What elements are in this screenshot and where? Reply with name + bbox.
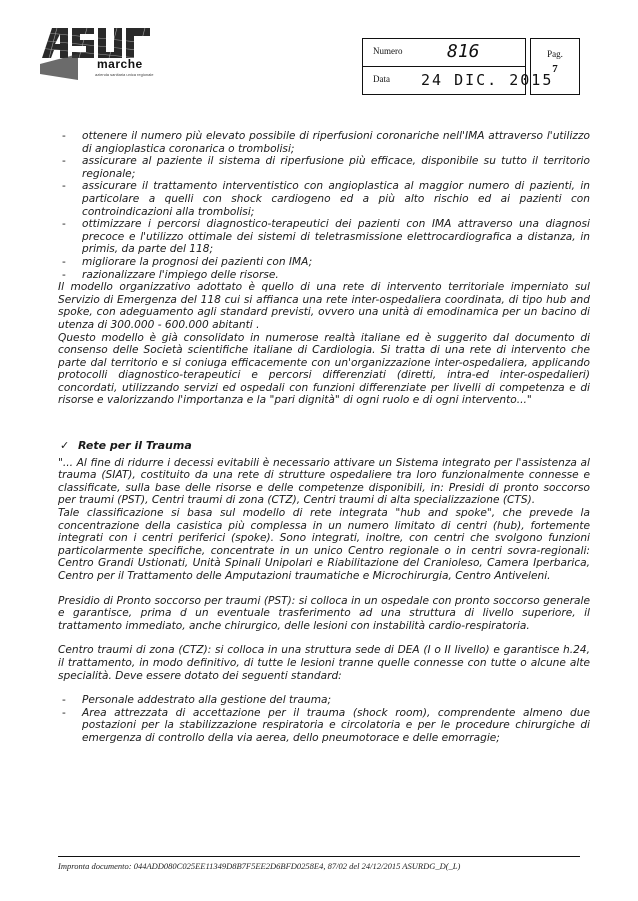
- paragraph-trauma-intro: "... Al fine di ridurre i decessi evitabili è necessario attivare un Sistema integrato per l'assistenza al trauma (SIAT), costituito da una rete di strutture ospedaliere tra loro funzionalmente connesse e classificate, sulla base delle risorse e delle competenze disponibili, in: Presidi di pronto soccorso per traumi (PST), Centri traumi di zona (CTZ), Centri traumi di alta specializzazione (CTS).: [58, 456, 590, 507]
- page-number: 7: [552, 63, 558, 75]
- page-label: Pag.: [547, 49, 563, 59]
- list-item: - ottimizzare i percorsi diagnostico-terapeutici dei pazienti con IMA attraverso una diagnosi precoce e l'utilizzo ottimale dei sistemi di teletrasmissione elettrocardiografica a distanza, in primis, da parte del 118;: [58, 218, 590, 256]
- numero-row: [363, 39, 525, 67]
- paragraph-questo-modello: Questo modello è già consolidato in numerose realtà italiane ed è suggerito dal documento di consenso delle Società scientifiche italiane di Cardiologia. Si tratta di una rete di intervento che parte dal territorio e si coniuga efficacemente con un'organizzazione inter-ospedaliera, applicando protocolli diagnostico-terapeutici e percorsi differenziati (diretti, intra-ed inter-ospedalieri) concordati, utilizzando servizi ed ospedali con funzioni differenziate per livelli di competenza e di risorse e valorizzando l'importanza e la "pari dignità" di ogni ruolo e di ogni intervento...": [58, 331, 590, 407]
- footer-impronta: Impronta documento: 044ADD080C025EE11349D8B7F5EE2D6BFD0258E4, 87/02 del 24/12/2015 ASURDG_D(_L): [58, 861, 461, 871]
- checkmark-icon: ✓: [60, 439, 70, 453]
- section-heading: [60, 440, 590, 453]
- list-item: - razionalizzare l'impiego delle risorse.: [58, 269, 590, 282]
- logo-subtitle: azienda sanitaria unica regionale: [95, 72, 154, 77]
- protocol-box: [362, 38, 554, 95]
- standards-list: [58, 694, 590, 744]
- footer-divider: [58, 856, 580, 857]
- numero-value: 816: [447, 41, 480, 62]
- list-item: - assicurare al paziente il sistema di riperfusione più efficace, disponibile su tutto il territorio regionale;: [58, 155, 590, 180]
- paragraph-ctz: Centro traumi di zona (CTZ): si colloca in una struttura sede di DEA (I o II livello) e garantisce h.24, il trattamento, in modo definitivo, di tutte le lesioni tranne quelle connesse con tutte o alcune alte specialità. Deve essere dotato dei seguenti standard:: [58, 644, 590, 682]
- data-row: [363, 67, 554, 94]
- numero-label: Numero: [373, 46, 403, 56]
- list-item: - Area attrezzata di accettazione per il trauma (shock room), comprendente almeno due postazioni per la stabilizzazione respiratoria e circolatoria e per le procedure chirurgiche di emergenza di controllo della via aerea, dello pneumotorace e delle emorragie;: [58, 707, 590, 745]
- list-item: - ottenere il numero più elevato possibile di riperfusioni coronariche nell'IMA attraverso l'utilizzo di angioplastica coronarica o trombolisi;: [58, 130, 590, 155]
- paragraph-modello: Il modello organizzativo adottato è quello di una rete di intervento territoriale imperniato sul Servizio di Emergenza del 118 cui si affianca una rete inter-ospedaliera coordinata, di tipo hub and spoke, con adeguamento agli standard previsti, ovvero una unità di emodinamica per un bacino di utenza di 300.000 - 600.000 abitanti .: [58, 281, 590, 331]
- document-body: [58, 130, 590, 745]
- logo-wordmark: marche: [97, 57, 143, 71]
- list-item: - Personale addestrato alla gestione del trauma;: [58, 694, 590, 707]
- list-item: - assicurare il trattamento interventistico con angioplastica al maggior numero di pazienti, in particolare a quelli con shock cardiogeno ed a più alto rischio ed ai pazienti con controindicazioni alla trombolisi;: [58, 180, 590, 218]
- data-label: Data: [373, 74, 390, 84]
- list-item: - migliorare la prognosi dei pazienti con IMA;: [58, 256, 590, 269]
- paragraph-pst: Presidio di Pronto soccorso per traumi (PST): si colloca in un ospedale con pronto soccorso generale e garantisce, prima d un eventuale trasferimento ad una struttura di livello superiore, il trattamento immediato, anche chirurgico, delle lesioni con instabilità cardio-respiratoria.: [58, 594, 590, 632]
- section-heading-text: Rete per il Trauma: [78, 439, 192, 453]
- objectives-list: [58, 130, 590, 281]
- page-box: [530, 38, 580, 95]
- data-stamp-value: 24 DIC. 2015: [421, 71, 554, 89]
- paragraph-trauma-classificazione: Tale classificazione si basa sul modello di rete integrata "hub and spoke", che prevede la concentrazione della casistica più complessa in un numero limitato di centri (hub), fortemente integrati con i centri periferici (spoke). Sono integrati, inoltre, con centri che svolgono funzioni particolarmente specifiche, concentrate in un unico Centro regionale o in centri sovra-regionali: Centro Grandi Ustionati, Unità Spinali Unipolari e Riabilitazione del Cranioleso, Camera Iperbarica, Centro per il Trattamento delle Amputazioni traumatiche e Microchirurgia, Centro Antiveleni.: [58, 507, 590, 582]
